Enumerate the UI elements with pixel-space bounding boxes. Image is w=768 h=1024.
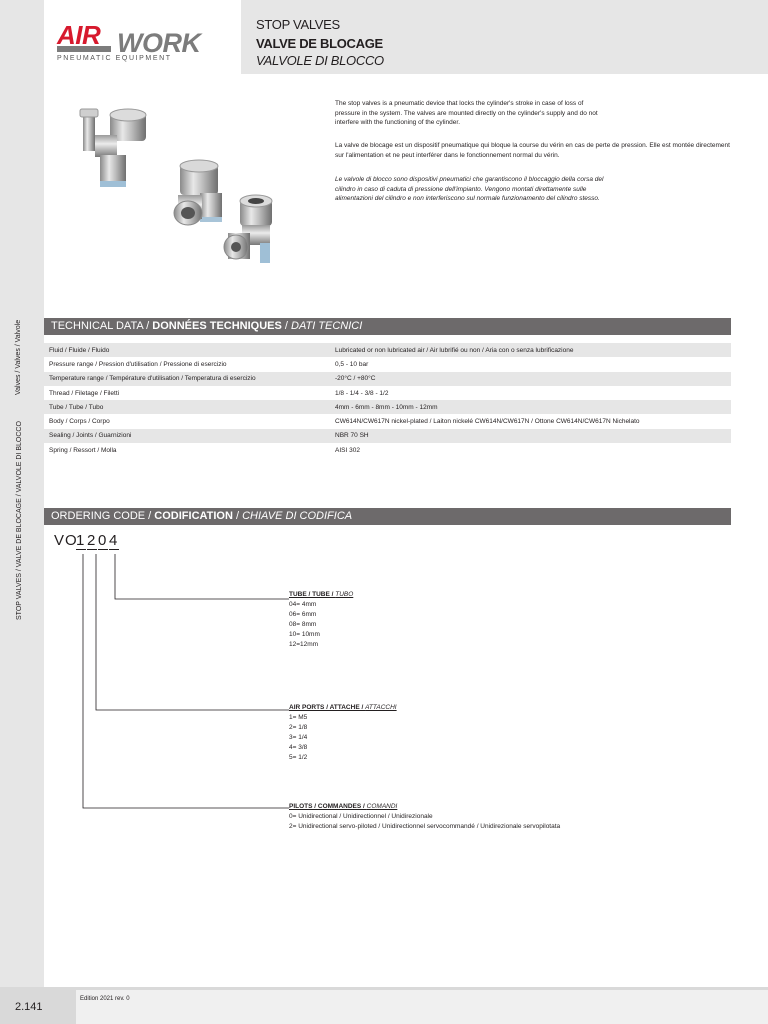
ordering-title-fr: CODIFICATION <box>154 510 233 522</box>
pilots-title-it: COMANDI <box>366 803 398 810</box>
list-item: 2= Unidirectional servo-piloted / Unidirectionnel servocommandé / Unidirezionale servopilotata <box>289 823 561 830</box>
code-char-pilot: 1 <box>76 532 87 549</box>
technical-title-en: TECHNICAL DATA / <box>51 320 153 332</box>
tube-legend <box>289 590 353 650</box>
technical-title-it: DATI TECNICI <box>291 320 363 332</box>
list-item: 04= 4mm <box>289 601 317 608</box>
edition-note: Edition 2021 rev. 0 <box>80 996 130 1002</box>
description-fr: La valve de blocage est un dispositif pneumatique qui bloque la course du vérin en cas de perte de pression. Elle est montée directement sur l'alimentation et ne peut interférer dans le fonctionnement normal du vérin. <box>335 142 730 159</box>
row-value: 4mm - 6mm - 8mm - 10mm - 12mm <box>335 403 438 411</box>
page-title-en: STOP VALVES <box>256 17 340 32</box>
code-char-tube: 4 <box>109 532 120 549</box>
row-label: Sealing / Joints / Guarnizioni <box>49 432 132 440</box>
row-label: Thread / Filetage / Filetti <box>49 389 120 397</box>
ordering-code <box>54 532 120 550</box>
technical-data-header <box>44 318 731 335</box>
list-item: 4= 3/8 <box>289 744 308 751</box>
pilots-title-text: PILOTS / COMMANDES / <box>289 803 367 810</box>
row-value: AISI 302 <box>335 446 360 454</box>
table-row <box>44 400 731 414</box>
table-row <box>44 414 731 428</box>
row-label: Temperature range / Température d'utilisation / Temperatura di esercizio <box>49 375 256 383</box>
description-it: Le valvole di blocco sono dispositivi pneumatici che garantiscono il bloccaggio della corsa del cilindro in caso di caduta di pressione dell'impianto. Vengono montati direttamente sulle alimentazioni del cilindro e non interferiscono sul normale funzionamento del cilindro stesso. <box>335 176 604 202</box>
valve-1 <box>80 109 146 187</box>
ordering-title-sep: / <box>232 510 243 522</box>
page-title-fr: VALVE DE BLOCAGE <box>256 36 383 51</box>
valve-3 <box>224 195 272 263</box>
row-value: -20°C / +80°C <box>335 375 376 383</box>
ports-legend-title <box>289 703 397 713</box>
logo-work-text: WORK <box>117 28 201 58</box>
row-value: NBR 70 SH <box>335 432 369 440</box>
row-label: Pressure range / Pression d'utilisation / Pressione di esercizio <box>49 360 227 368</box>
list-item: 5= 1/2 <box>289 754 308 761</box>
ordering-title-it: CHIAVE DI CODIFICA <box>242 510 353 522</box>
list-item: 06= 6mm <box>289 611 317 618</box>
sidebar-category-label: Valves / Valves / Valvole <box>15 319 22 395</box>
table-row <box>44 443 731 457</box>
description-en: The stop valves is a pneumatic device that locks the cylinder's stroke in case of loss of pressure in the system. The valves are mounted directly on the cylinder's supply and do not interfere with the functioning of the cylinder. <box>335 100 598 126</box>
row-value: 0,5 - 10 bar <box>335 360 369 368</box>
technical-title-sep: / <box>281 320 292 332</box>
product-photo <box>60 95 290 275</box>
list-item: 3= 1/4 <box>289 734 308 741</box>
table-row <box>44 372 731 386</box>
list-item: 10= 10mm <box>289 631 320 638</box>
list-item: 0= Unidirectional / Unidirectionnel / Unidirezionale <box>289 813 433 820</box>
table-row <box>44 386 731 400</box>
row-value: 1/8 - 1/4 - 3/8 - 1/2 <box>335 389 389 397</box>
row-label: Fluid / Fluide / Fluido <box>49 346 110 354</box>
code-char: V <box>54 532 67 549</box>
row-label: Body / Corps / Corpo <box>49 418 110 426</box>
tube-title-it: TUBO <box>335 591 354 598</box>
table-row <box>44 343 731 357</box>
tube-title-text: TUBE / TUBE / <box>289 591 336 598</box>
row-label: Spring / Ressort / Molla <box>49 446 117 454</box>
list-item: 1= M5 <box>289 714 308 721</box>
ordering-title-en: ORDERING CODE / <box>51 510 155 522</box>
logo-tagline: PNEUMATIC EQUIPMENT <box>57 55 172 62</box>
technical-data-table <box>44 343 731 457</box>
logo-air-text: AIR <box>57 20 101 50</box>
row-value: CW614N/CW617N nickel-plated / Laiton nickelé CW614N/CW617N / Ottone CW614N/CW617N Nichelato <box>335 418 640 426</box>
pilots-legend-title <box>289 802 560 812</box>
code-char-port: 2 <box>87 532 98 549</box>
ordering-code-header <box>44 508 731 525</box>
tube-legend-title <box>289 590 353 600</box>
air-ports-legend <box>289 703 397 763</box>
valve-2 <box>174 160 222 225</box>
ports-title-text: AIR PORTS / ATTACHE / <box>289 704 366 711</box>
ports-title-it: ATTACCHI <box>365 704 397 711</box>
row-label: Tube / Tube / Tubo <box>49 403 104 411</box>
table-row <box>44 429 731 443</box>
code-char-tube: 0 <box>98 532 109 549</box>
sidebar-product-label: STOP VALVES / VALVE DE BLOCAGE / VALVOLE DI BLOCCO <box>16 421 23 620</box>
list-item: 2= 1/8 <box>289 724 308 731</box>
table-row <box>44 357 731 371</box>
list-item: 12=12mm <box>289 641 319 648</box>
list-item: 08= 8mm <box>289 621 317 628</box>
technical-title-fr: DONNÉES TECHNIQUES <box>152 320 282 332</box>
code-char: O <box>65 532 79 549</box>
pilots-legend <box>289 802 560 832</box>
page-number: 2.141 <box>0 990 76 1024</box>
row-value: Lubricated or non lubricated air / Air lubrifié ou non / Aria con o senza lubrificazione <box>335 346 574 354</box>
page-title-it: VALVOLE DI BLOCCO <box>256 53 384 68</box>
